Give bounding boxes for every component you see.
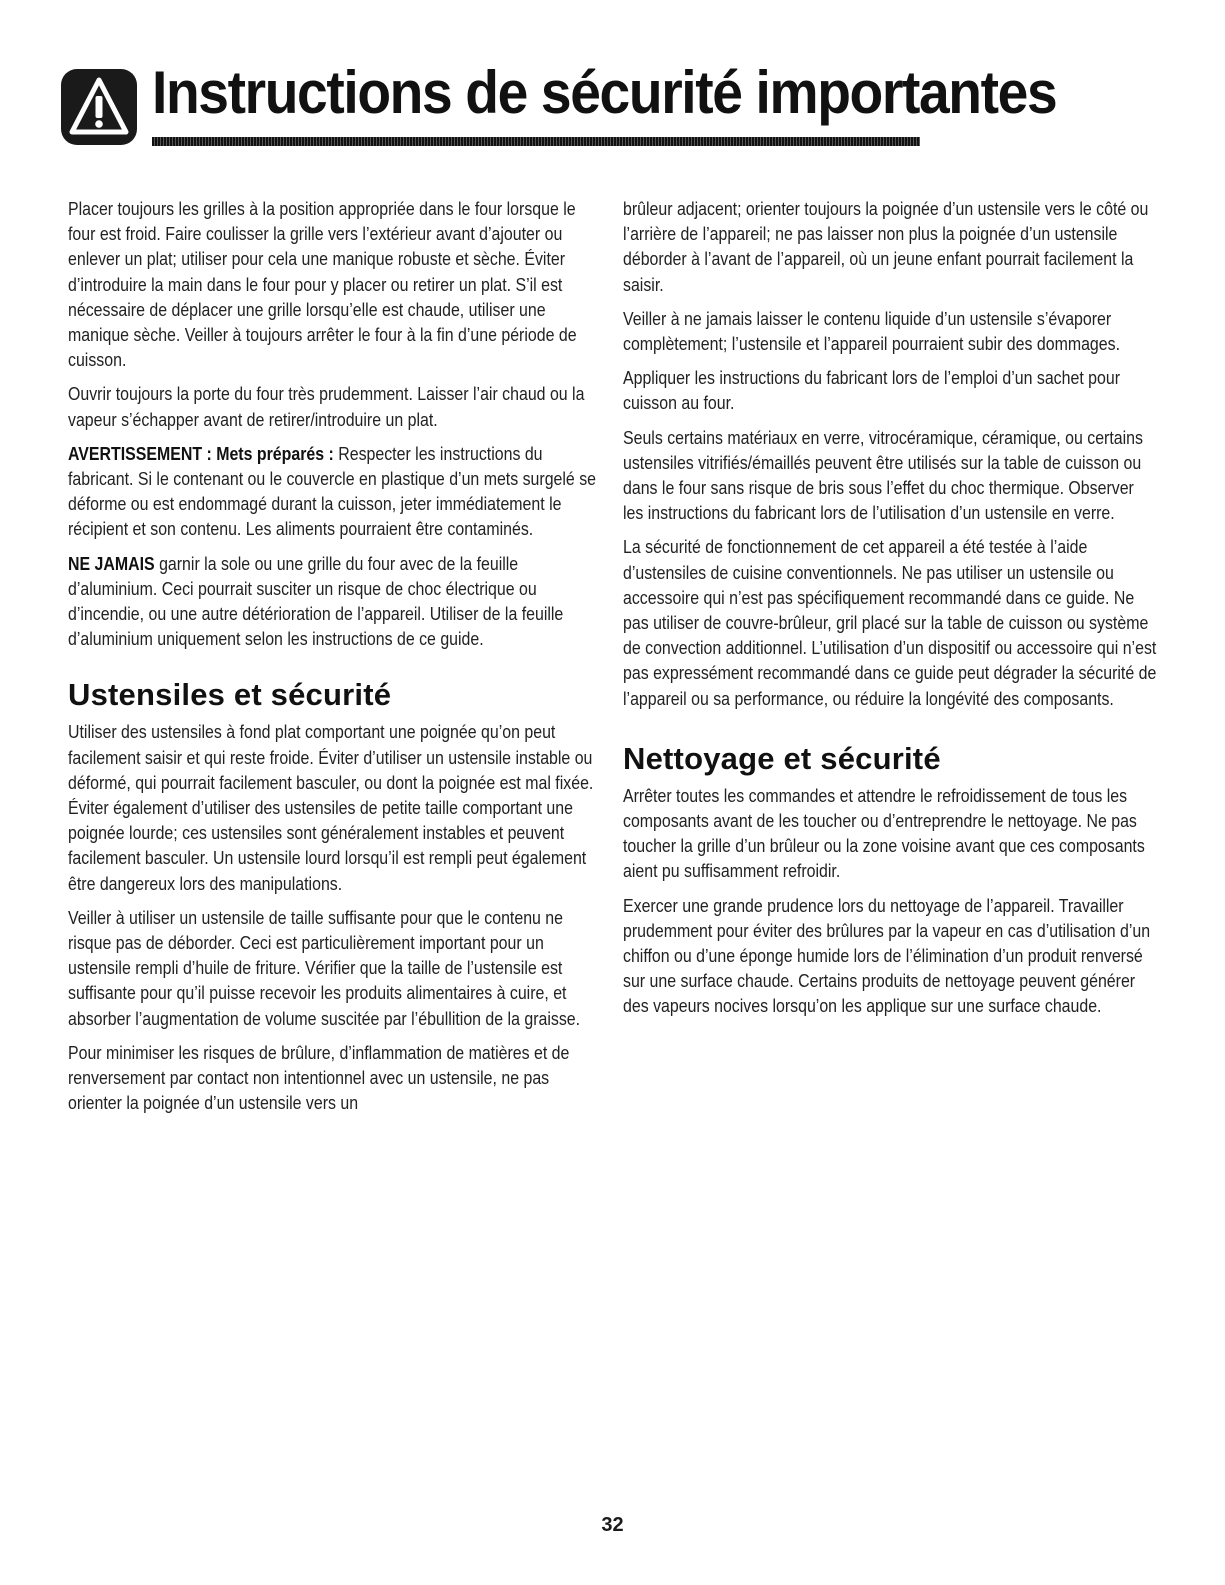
- warning-paragraph: AVERTISSEMENT : Mets préparés : Respecter les instructions du fabricant. Si le contenant ou le couvercle en plastique d’un mets surgelé se déforme ou est endommagé durant la cuisson, jeter immédiatement le récipient et son contenu. Les aliments pourraient être contaminés.: [68, 442, 596, 540]
- paragraph: Ouvrir toujours la porte du four très prudemment. Laisser l’air chaud ou la vapeur s’échapper avant de retirer/introduire un plat.: [68, 383, 585, 430]
- page-header: [60, 59, 1057, 152]
- paragraph: Placer toujours les grilles à la position appropriée dans le four lorsque le four est froid. Faire coulisser la grille vers l’extérieur avant d’ajouter ou enlever un plat; utiliser pour cela une manique robuste et sèche. Éviter d’introduire la main dans le four pour y placer ou retirer un plat. S’il est nécessaire de déplacer une grille lorsqu’elle est chaude, utiliser une manique sèche. Veiller à toujours arrêter le four à la fin d’une période de cuisson.: [68, 198, 577, 371]
- paragraph: brûleur adjacent; orienter toujours la poignée d’un ustensile vers le côté ou l’arrière de l’appareil; ne pas laisser non plus la poignée d’un ustensile déborder à l’avant de l’appareil, où un jeune enfant pourrait facilement la saisir.: [623, 198, 1149, 295]
- paragraph: Pour minimiser les risques de brûlure, d’inflammation de matières et de renversement par contact non intentionnel avec un ustensile, ne pas orienter la poignée d’un ustensile vers un: [68, 1041, 570, 1114]
- paragraph: La sécurité de fonctionnement de cet appareil a été testée à l’aide d’ustensiles de cuisine conventionnels. Ne pas utiliser un ustensile ou accessoire qui n’est pas spécifiquement recommandé dans ce guide. Ne pas utiliser de couvre-brûleur, gril placé sur la table de cuisson ou système de convection additionnel. L’utilisation d’un dispositif ou accessoire qui n’est pas expressément recommandé dans ce guide peut dégrader la sécurité de l’appareil ou sa performance, ou réduire la longévité des composants.: [623, 536, 1157, 709]
- warning-lead: NE JAMAIS: [68, 552, 155, 574]
- paragraph: Arrêter toutes les commandes et attendre le refroidissement de tous les composants avant de les toucher ou d’entreprendre le nettoyage. Ne pas toucher la grille d’un brûleur ou la zone voisine avant que ces composants aient pu suffisamment refroidir.: [623, 784, 1145, 882]
- warning-paragraph: NE JAMAIS garnir la sole ou une grille du four avec de la feuille d’aluminium. Ceci pourrait susciter un risque de choc électrique ou d’incendie, ou une autre détérioration de l’appareil. Utiliser de la feuille d’aluminium uniquement selon les instructions de ce guide.: [68, 552, 564, 650]
- paragraph: Utiliser des ustensiles à fond plat comportant une poignée qu’on peut facilement saisir et qui reste froide. Éviter d’utiliser un ustensile instable ou déformé, qui pourrait facilement basculer, ou dont la poignée est mal fixée. Éviter également d’utiliser des ustensiles de petite taille comportant une poignée lourde; ces ustensiles sont généralement instables et peuvent facilement basculer. Un ustensile lourd lorsqu’il est rempli peut également être dangereux lors des manipulations.: [68, 721, 594, 894]
- page-number: 32: [601, 1514, 624, 1536]
- paragraph: Veiller à utiliser un ustensile de taille suffisante pour que le contenu ne risque pas de déborder. Ceci est particulièrement important pour un ustensile rempli d’huile de friture. Vérifier que la taille de l’ustensile est suffisante pour qu’il puisse recevoir les produits alimentaires à cuire, et absorber l’augmentation de volume suscitée par l’ébullition de la graisse.: [68, 906, 581, 1029]
- page-title: Instructions de sécurité importantes: [152, 59, 1057, 126]
- section-heading: Nettoyage et sécurité: [623, 740, 941, 776]
- title-underline: [152, 137, 920, 146]
- paragraph: Veiller à ne jamais laisser le contenu liquide d’un ustensile s’évaporer complètement; l’ustensile et l’appareil pourraient subir des dommages.: [623, 307, 1121, 355]
- warning-lead: AVERTISSEMENT : Mets préparés :: [68, 442, 334, 464]
- paragraph: Seuls certains matériaux en verre, vitrocéramique, céramique, ou certains ustensiles vitrifiés/émaillés peuvent être utilisés sur la table de cuisson ou dans le four sans risque de bris sous l’effet du choc thermique. Observer les instructions du fabricant lors de l’utilisation d’un ustensile en verre.: [623, 426, 1143, 524]
- section-heading: Ustensiles et sécurité: [68, 677, 392, 713]
- right-column: [623, 196, 1158, 1028]
- paragraph: Exercer une grande prudence lors du nettoyage de l’appareil. Travailler prudemment pour éviter des brûlures par la vapeur en cas d’utilisation d’un chiffon ou d’une éponge humide lors de l’élimination d’un produit renversé sur une surface chaude. Certains produits de nettoyage peuvent générer des vapeurs nocives lorsqu’on les applique sur une surface chaude.: [623, 894, 1151, 1017]
- left-column: [68, 196, 603, 1125]
- paragraph: Appliquer les instructions du fabricant lors de l’emploi d’un sachet pour cuisson au four.: [623, 367, 1121, 414]
- warning-triangle-icon: [60, 68, 138, 146]
